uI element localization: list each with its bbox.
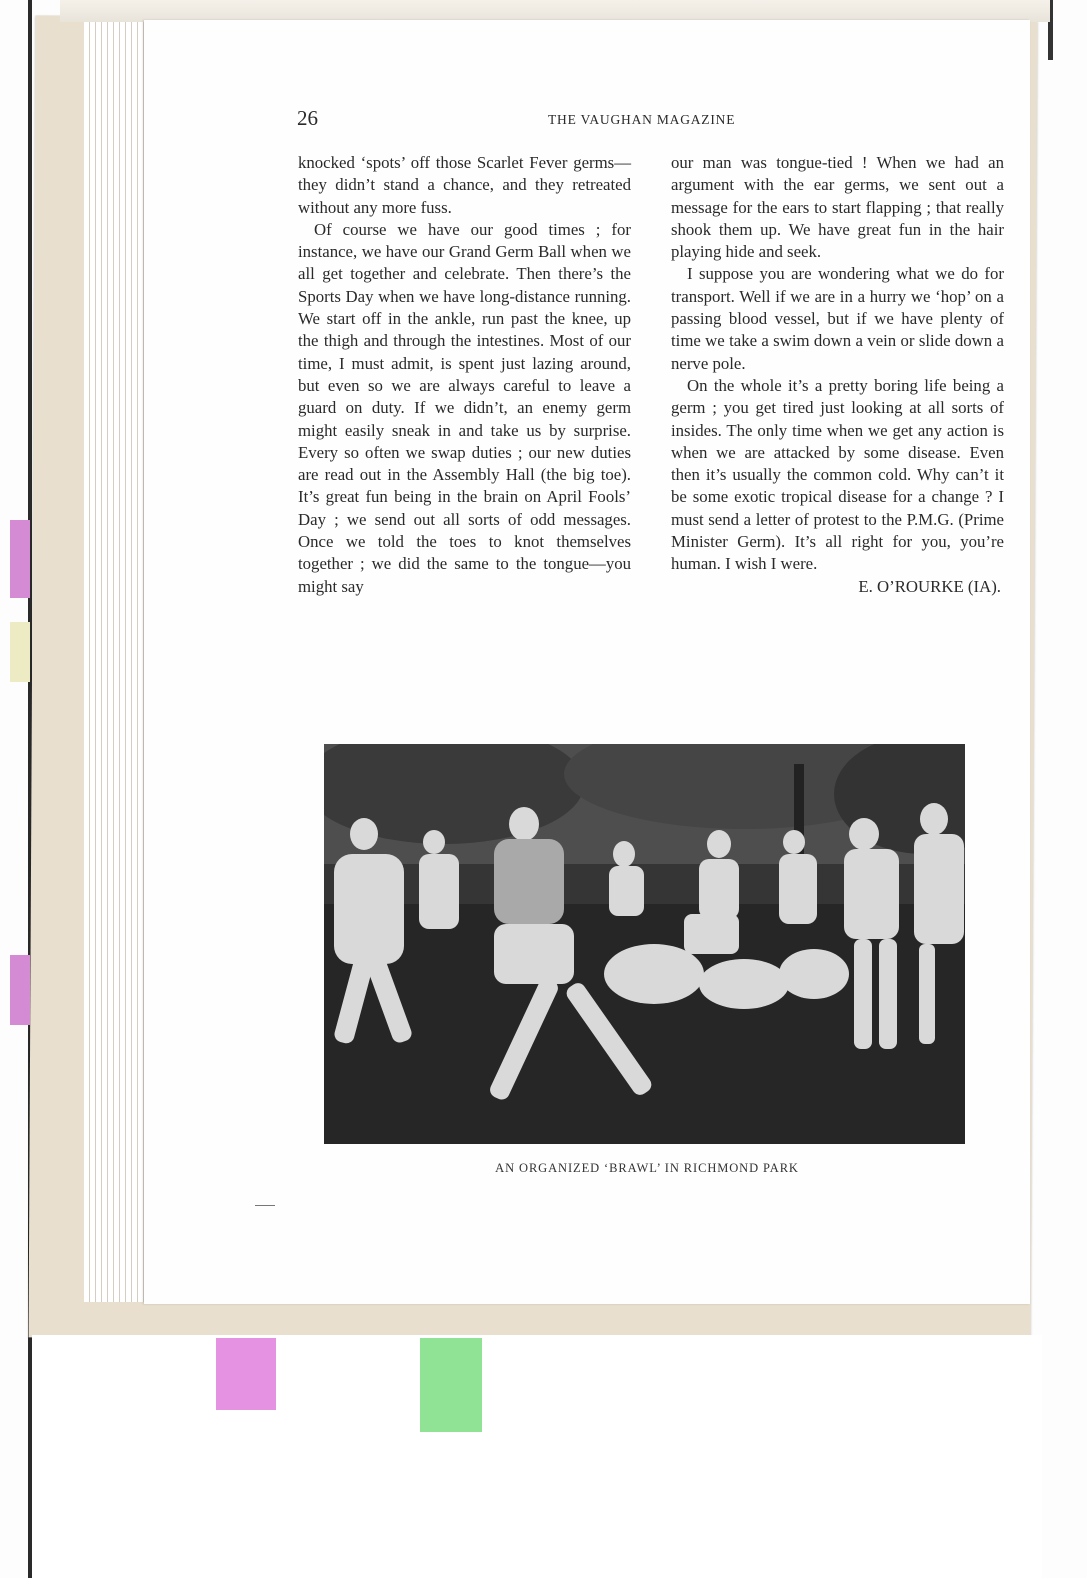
running-head: THE VAUGHAN MAGAZINE (548, 112, 736, 127)
green-sticky-tab (420, 1338, 482, 1432)
photo-illustration (324, 744, 965, 1144)
photo-caption: AN ORGANIZED ‘BRAWL’ IN RICHMOND PARK (495, 1161, 799, 1175)
paragraph: knocked ‘spots’ off those Scarlet Fever germs—they didn’t stand a chance, and they retreated without any more fuss. (298, 153, 631, 217)
page-number: 26 (297, 106, 318, 130)
paragraph: I suppose you are wondering what we do for transport. Well if we are in a hurry we ‘hop’ on a passing blood vessel, but if we have plenty of time we take a swim down a vein or slide down a nerve pole. (671, 264, 1004, 373)
pink-sticky-tab (216, 1338, 276, 1410)
author-signature: E. O’ROURKE (IA). (858, 576, 1001, 596)
paragraph: Of course we have our good times ; for instance, we have our Grand Germ Ball when we all get together and celebrate. Then there’s the Sports Day when we have long-distance running. We start off in the ankle, run past the knee, up the thigh and through the intestines. Most of our time, I must admit, is spent just lazing around, but even so we are always careful to leave a guard on duty. If we didn’t, an enemy germ might easily sneak in and take us by surprise. Every so often we swap duties ; our new duties are read out in the Assembly Hall (the big toe). It’s great fun being in the brain on April Fools’ Day ; we send out all sorts of odd messages. Once we told the toes to knot themselves together ; we did the same to the tongue—you might say (298, 219, 631, 596)
article-column-right (671, 152, 1004, 598)
pencil-mark (255, 1205, 275, 1206)
photograph (324, 744, 965, 1144)
scan-background (32, 1335, 1042, 1578)
cover-top-edge (60, 0, 1050, 22)
pink-sticky-tab (10, 520, 30, 598)
paragraph: our man was tongue-tied ! When we had an argument with the ear germs, we sent out a message for the ears to start flapping ; that really shook them up. We have great fun in the hair playing hide and seek. (671, 153, 1004, 262)
paragraph: On the whole it’s a pretty boring life being a germ ; you get tired just looking at all sorts of insides. The only time when we get any action is when we are attacked by some disease. Even then it’s usually the common cold. Why can’t it be some exotic tropical disease for a change ? I must send a letter of protest to the P.M.G. (Prime Minister Germ). It’s all right for you, you’re human. I wish I were. (671, 375, 1004, 574)
pink-sticky-tab (10, 955, 30, 1025)
article-column-left (298, 152, 631, 598)
yellow-sticky-tab (10, 622, 30, 682)
